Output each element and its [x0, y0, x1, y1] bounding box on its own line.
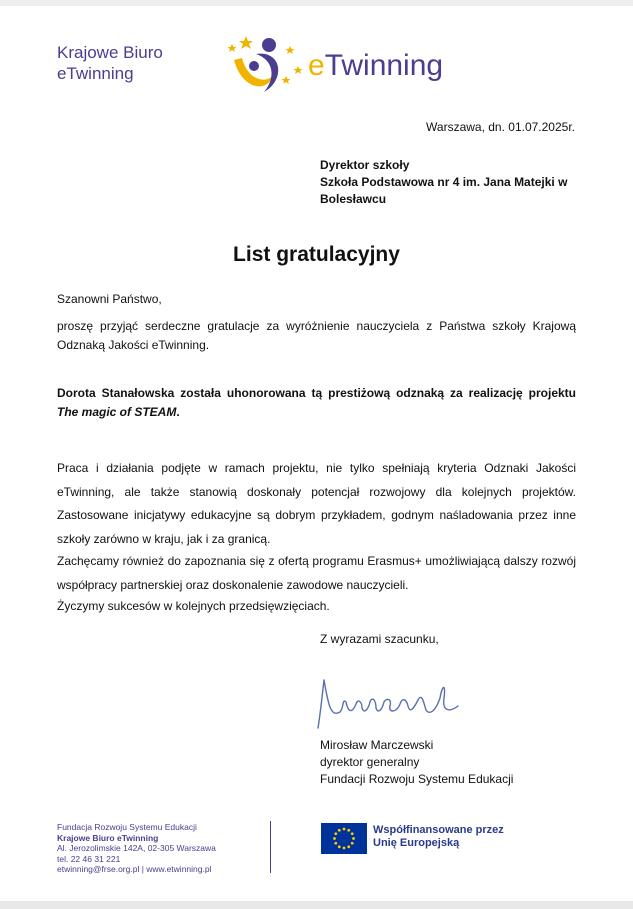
recipient-line: Szkoła Podstawowa nr 4 im. Jana Matejki w — [320, 175, 568, 189]
letter-date: Warszawa, dn. 01.07.2025r. — [426, 120, 575, 134]
footer-line: tel. 22 46 31 221 — [57, 853, 121, 864]
eu-cofunding-label — [373, 824, 504, 850]
paragraph-wishes: Życzymy sukcesów w kolejnych przedsięwzięciach. — [57, 599, 330, 613]
footer-address — [57, 822, 216, 875]
recipient-block — [320, 157, 580, 208]
etwinning-wordmark — [308, 48, 443, 84]
signer-name: Mirosław Marczewski — [320, 738, 434, 752]
top-edge — [0, 0, 633, 6]
award-text: Dorota Stanałowska została uhonorowana tą prestiżową odznaką za realizację projektu — [57, 386, 576, 400]
org-name-line2: eTwinning — [57, 64, 134, 83]
org-name-line1: Krajowe Biuro — [57, 43, 163, 62]
closing-line: Z wyrazami szacunku, — [320, 632, 439, 646]
award-period: . — [176, 405, 180, 419]
wordmark-e: e — [308, 49, 325, 82]
paragraph-congratulations: proszę przyjąć serdeczne gratulacje za wyróżnienie nauczyciela z Państwa szkoły Krajową Odznaką Jakości eTwinning. — [57, 319, 576, 352]
signature-image — [314, 668, 464, 734]
footer-line: Krajowe Biuro eTwinning — [57, 832, 159, 843]
paragraph-erasmus: Zachęcamy również do zapoznania się z ofertą programu Erasmus+ umożliwiającą dalszy rozwój współpracy partnerskiej oraz doskonalenie zawodowe nauczycieli. — [57, 554, 576, 592]
footer-line: Al. Jerozolimskie 142A, 02-305 Warszawa — [57, 843, 216, 853]
project-name: The magic of STEAM — [57, 405, 177, 419]
footer-divider — [270, 821, 271, 873]
recipient-line: Dyrektor szkoły — [320, 158, 410, 172]
eu-line2: Unię Europejską — [373, 837, 460, 849]
eu-flag-icon — [321, 823, 367, 854]
recipient-line: Bolesławcu — [320, 192, 387, 206]
footer-line: Fundacja Rozwoju Systemu Edukacji — [57, 822, 197, 832]
signer-role: dyrektor generalny — [320, 755, 420, 769]
signer-block — [320, 737, 513, 788]
footer-line: etwinning@frse.org.pl | www.etwinning.pl — [57, 864, 212, 874]
eu-line1: Współfinansowane przez — [373, 824, 504, 836]
wordmark-rest: Twinning — [324, 49, 444, 82]
etwinning-logo-icon — [224, 32, 306, 94]
letter-title: List gratulacyjny — [233, 243, 400, 266]
paragraph-project-work: Praca i działania podjęte w ramach projektu, nie tylko spełniają kryteria Odznaki Jakości eTwinning, ale także stanowią doskonały potencjał rozwojowy dla kolejnych projektów. Zastosowane inicjatywy edukacyjne są dobrym przykładem, godnym naśladowania przez inne szkoły zarówno w kraju, jak i za granicą. — [57, 461, 576, 546]
signer-organization: Fundacji Rozwoju Systemu Edukacji — [320, 772, 514, 786]
org-name — [57, 42, 163, 84]
paragraph-award — [57, 384, 576, 422]
bottom-edge — [0, 901, 633, 909]
greeting: Szanowni Państwo, — [57, 292, 162, 306]
